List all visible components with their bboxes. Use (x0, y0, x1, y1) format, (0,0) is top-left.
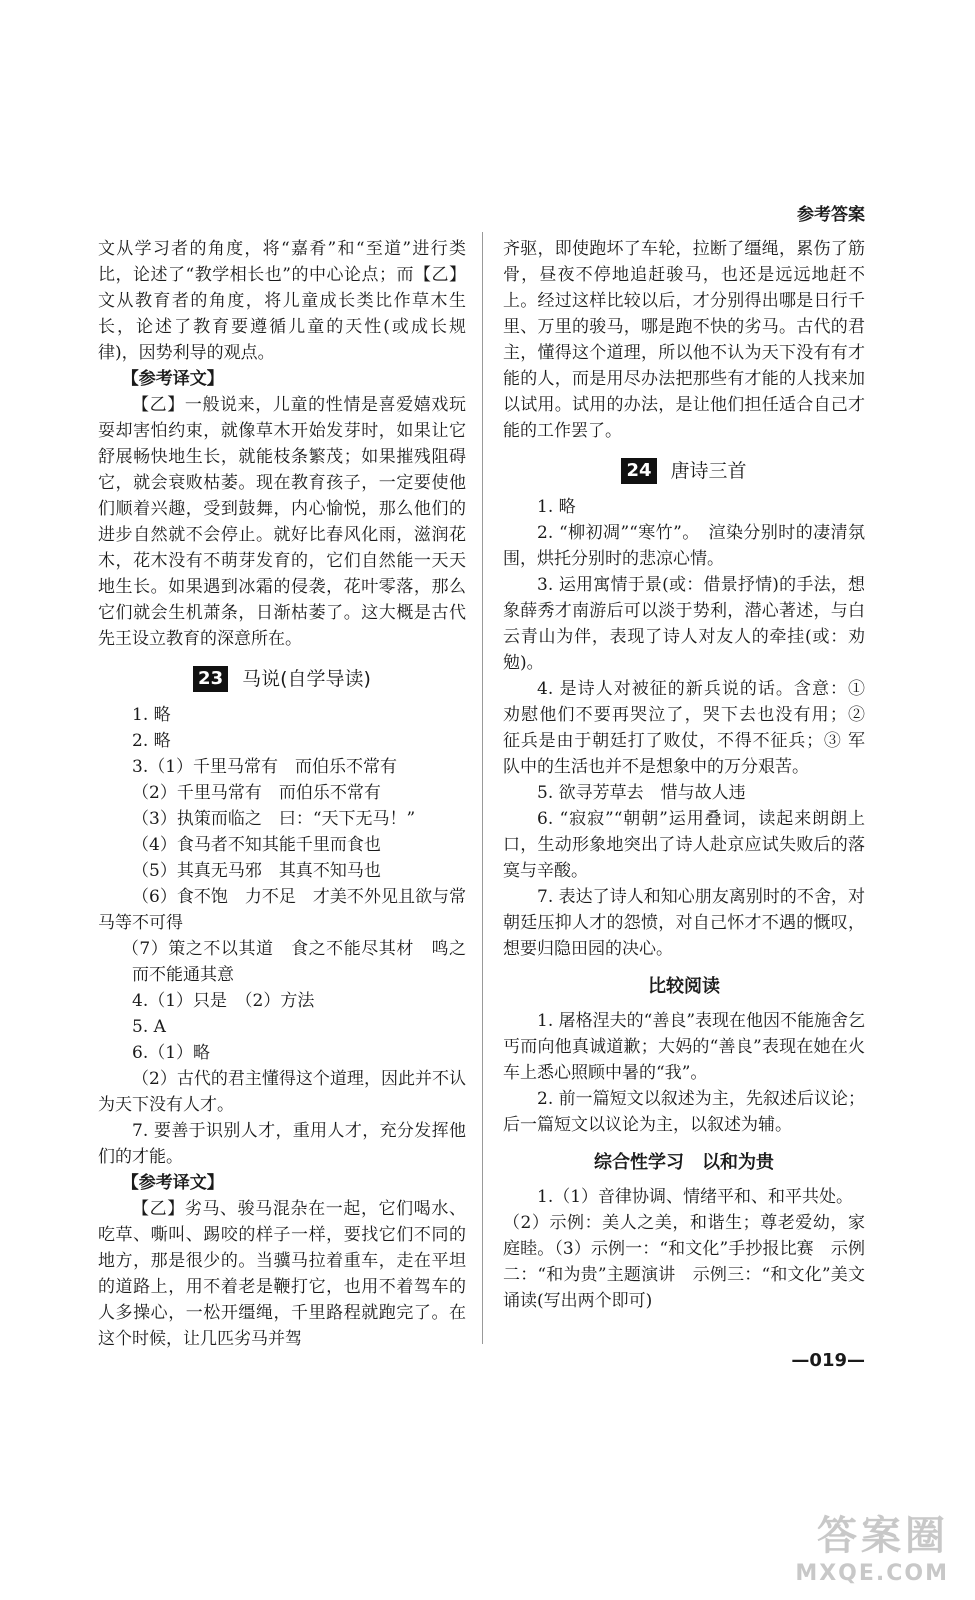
intro-paragraph: 文从学习者的角度，将“嘉肴”和“至道”进行类比，论述了“教学相长也”的中心论点；而【乙】文从教育者的角度，将儿童成长类比作草木生长，论述了教育要遵循儿童的天性(或成长规律)，因势利导的观点。 (98, 239, 466, 363)
answer-item: 1. 略 (132, 705, 171, 725)
ref-translation-title-2: 【参考译文】 (121, 1173, 224, 1193)
answer-item: 2. 前一篇短文以叙述为主，先叙述后议论；后一篇短文以议论为主，以叙述为辅。 (503, 1089, 865, 1135)
answer-item: （4）食马者不知其能千里而食也 (132, 835, 381, 855)
lesson-title: 唐诗三首 (670, 460, 747, 482)
answer-item: 6.（1）略 (132, 1043, 211, 1063)
right-column (503, 236, 865, 1314)
lesson-number: 24 (621, 458, 656, 484)
lesson-24-answers (503, 494, 865, 962)
left-column (98, 236, 466, 1352)
comprehensive-study-answers (503, 1184, 865, 1314)
answer-item: （5）其真无马邪 其真不知马也 (132, 861, 381, 881)
section-title-comprehensive-study: 综合性学习 以和为贵 (594, 1152, 774, 1173)
answer-item: （2）古代的君主懂得这个道理，因此并不认为天下没有人才。 (98, 1069, 466, 1115)
answer-item: 4. 是诗人对被征的新兵说的话。含意：① 劝慰他们不要再哭泣了，哭下去也没有用；② 征兵是由于朝廷打了败仗，不得不征兵；③ 军队中的生活也并不是想象中的万分艰苦。 (503, 679, 865, 777)
watermark-text: 答案圈 (817, 1513, 949, 1559)
answer-item: 3. 运用寓情于景(或：借景抒情)的手法，想象薛秀才南游后可以淡于势利，潜心著述，与白云青山为伴，表现了诗人对友人的牵挂(或：劝勉)。 (503, 575, 865, 673)
answer-item: 6. “寂寂”“朝朝”运用叠词，读起来朗朗上口，生动形象地突出了诗人赴京应试失败后的落寞与辛酸。 (503, 809, 865, 881)
answer-item: 7. 要善于识别人才，重用人才，充分发挥他们的才能。 (98, 1121, 466, 1167)
answer-item: 2. “柳初凋”“寒竹”。 渲染分别时的凄清氛围，烘托分别时的悲凉心情。 (503, 523, 865, 569)
answer-item: 1.（1）音律协调、情绪平和、和平共处。 (537, 1187, 854, 1207)
section-title-comparative-reading: 比较阅读 (648, 976, 720, 997)
answer-item: 7. 表达了诗人和知心朋友离别时的不舍，对朝廷压抑人才的怨愤，对自己怀才不遇的慨叹，想要归隐田园的决心。 (503, 887, 865, 959)
watermark-logo (795, 1504, 949, 1586)
watermark-url: MXQE.COM (795, 1561, 949, 1586)
answer-item: 5. 欲寻芳草去 惜与故人违 (537, 783, 746, 803)
column-divider (482, 232, 483, 1344)
answer-item: 4.（1）只是 （2）方法 (132, 991, 315, 1011)
page-header: 参考答案 (797, 205, 865, 225)
lesson-23-answers (98, 702, 466, 1170)
translation-paragraph-2: 【乙】劣马、骏马混杂在一起，它们喝水、吃草、嘶叫、踢咬的样子一样，要找它们不同的地方，那是很少的。当骥马拉着重车，走在平坦的道路上，用不着老是鞭打它，也用不着驾车的人多操心，一松开缰绳，千里路程就跑完了。在这个时候，让几匹劣马并驾 (98, 1199, 466, 1349)
answer-item: （2）示例：美人之美，和谐生；尊老爱幼，家庭睦。（3）示例一：“和文化”手抄报比赛 示例二：“和为贵”主题演讲 示例三：“和文化”美文诵读(写出两个即可) (503, 1213, 865, 1311)
answer-item: 3.（1）千里马常有 而伯乐不常有 (132, 757, 398, 777)
lesson-23-heading (98, 666, 466, 692)
answer-item: 1. 略 (537, 497, 576, 517)
lesson-title: 马说(自学导读) (242, 668, 371, 690)
translation-paragraph-1: 【乙】一般说来，儿童的性情是喜爱嬉戏玩耍却害怕约束，就像草木开始发芽时，如果让它舒展畅快地生长，就能枝条繁茂；如果摧残阻碍它，就会衰败枯萎。现在教育孩子，一定要使他们顺着兴趣，受到鼓舞，内心愉悦，那么他们的进步自然就不会停止。就好比春风化雨，滋润花木，花木没有不萌芽发育的，它们自然能一天天地生长。如果遇到冰霜的侵袭，花叶零落，那么它们就会生机萧条，日渐枯萎了。这大概是古代先王设立教育的深意所在。 (98, 395, 466, 649)
answer-item: 1. 屠格涅夫的“善良”表现在他因不能施舍乞丐而向他真诚道歉；大妈的“善良”表现在她在火车上悉心照顾中暑的“我”。 (503, 1011, 866, 1083)
comparative-reading-answers (503, 1008, 865, 1138)
page-number: —019— (791, 1350, 865, 1371)
answer-item: （6）食不饱 力不足 才美不外见且欲与常马等不可得 (98, 887, 466, 933)
answer-item: （3）执策而临之 曰：“天下无马！” (132, 809, 416, 829)
lesson-24-heading (503, 458, 865, 484)
answer-item: （2）千里马常有 而伯乐不常有 (132, 783, 381, 803)
answer-item: 2. 略 (132, 731, 171, 751)
continuation-paragraph: 齐驱，即使跑坏了车轮，拉断了缰绳，累伤了筋骨，昼夜不停地追赶骏马，也还是远远地赶不上。经过这样比较以后，才分别得出哪是日行千里、万里的骏马，哪是跑不快的劣马。古代的君主，懂得这个道理，所以他不认为天下没有有才能的人，而是用尽办法把那些有才能的人找来加以试用。试用的办法，是让他们担任适合自己才能的工作罢了。 (503, 239, 865, 441)
answer-item: （7）策之不以其道 食之不能尽其材 鸣之而不能通其意 (121, 939, 466, 985)
answer-item: 5. A (132, 1017, 166, 1037)
lesson-number: 23 (193, 666, 228, 692)
ref-translation-title-1: 【参考译文】 (121, 369, 224, 389)
